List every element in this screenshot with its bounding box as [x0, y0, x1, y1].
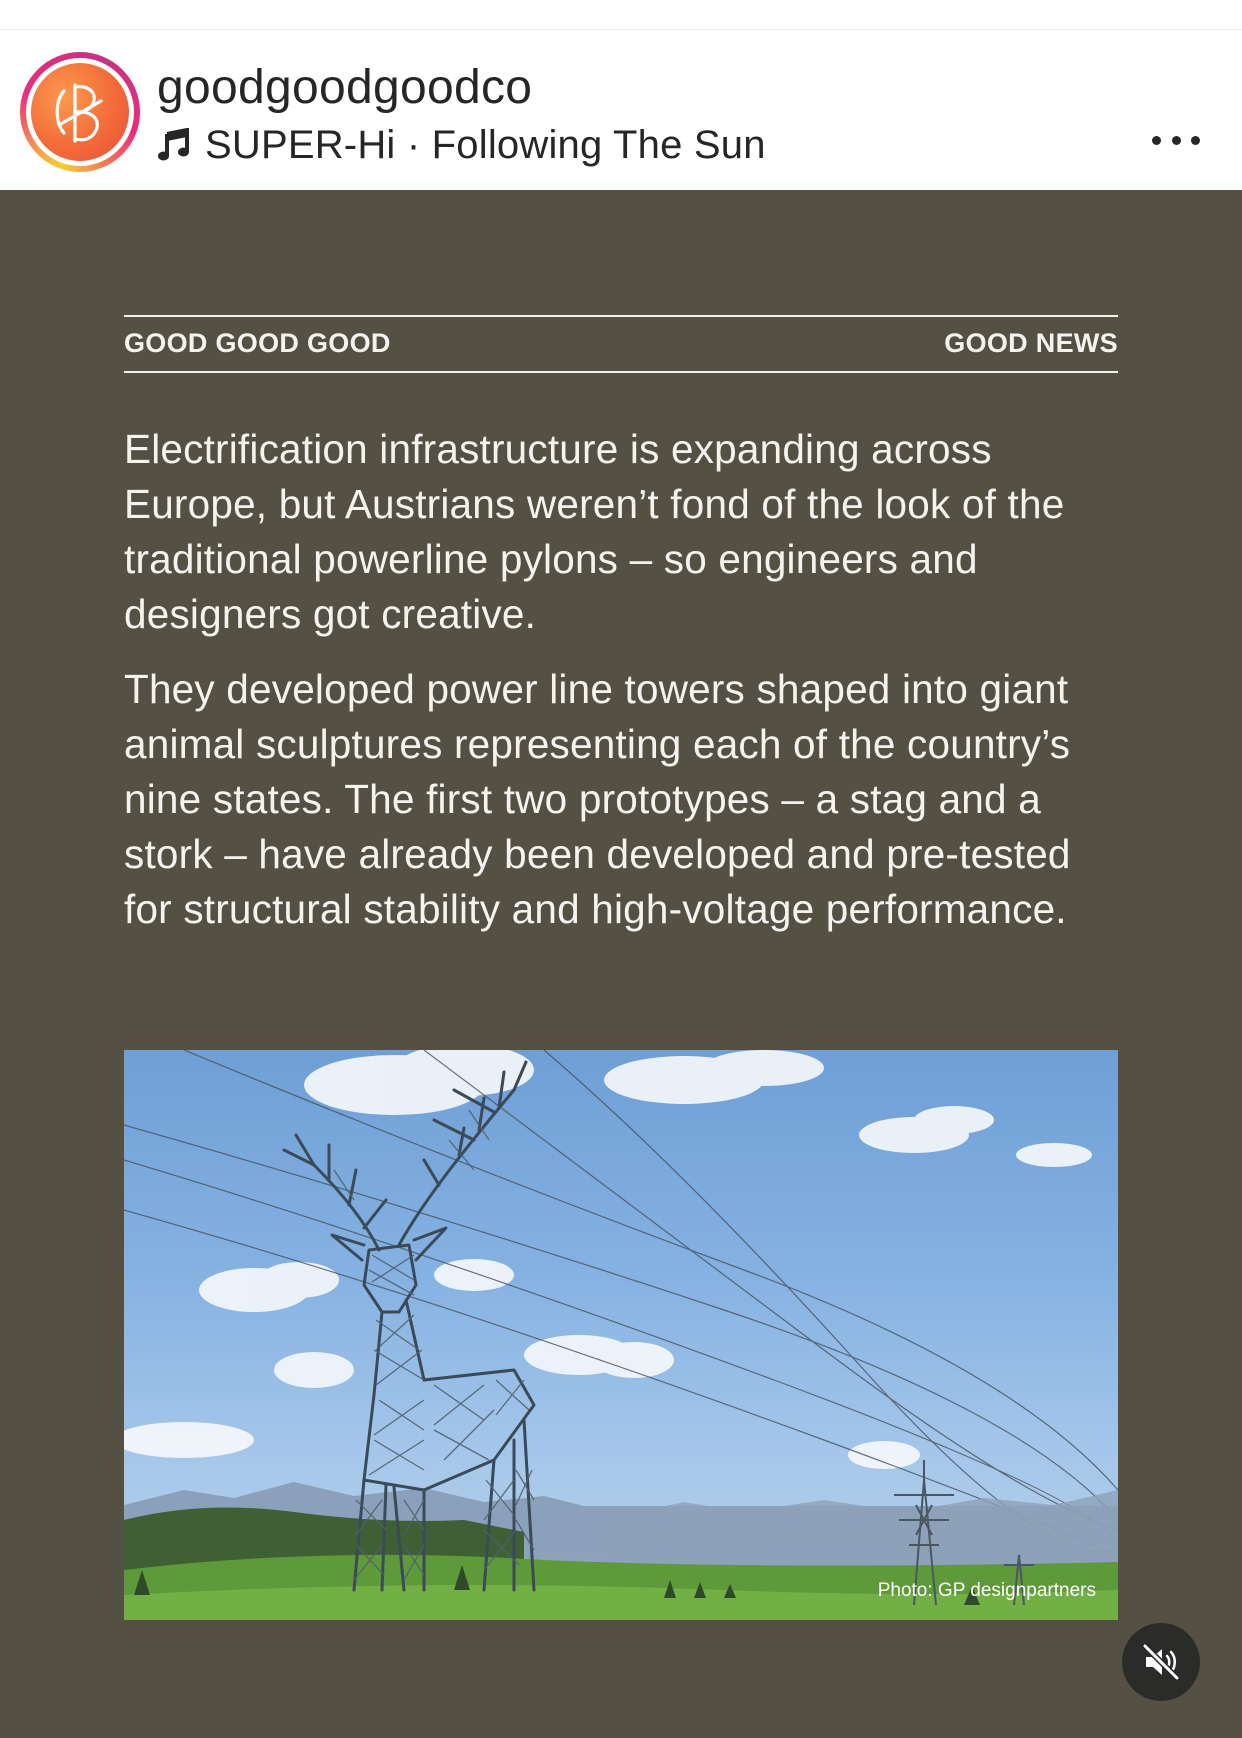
- paragraph: Electrification infrastructure is expanding across Europe, but Austrians weren’t fond of the look of the traditional powerline pylons – so engineers and designers got creative.: [124, 426, 1065, 637]
- stag-pylon-illustration: [124, 1050, 1118, 1620]
- speaker-muted-icon: [1141, 1642, 1181, 1682]
- post-header: [0, 30, 1242, 190]
- brand-logo-icon: [31, 63, 129, 161]
- masthead-brand: GOOD GOOD GOOD: [124, 328, 391, 358]
- audio-artist: SUPER-Hi: [205, 122, 396, 167]
- music-note-icon: [157, 128, 191, 162]
- audio-separator: ·: [395, 122, 432, 167]
- more-options-button[interactable]: [1146, 120, 1206, 160]
- article-text: [124, 422, 1124, 937]
- post-media[interactable]: [0, 190, 1242, 1738]
- paragraph: They developed power line towers shaped into giant animal sculptures representing each of the country’s nine states. The first two prototypes – a stag and a stork – have already been developed and pre-tested for structural stability and high-voltage performance.: [124, 666, 1071, 932]
- username[interactable]: goodgoodgoodco: [157, 61, 533, 114]
- photo-credit: Photo: GP designpartners: [877, 1580, 1096, 1601]
- avatar[interactable]: [31, 63, 129, 161]
- stag-pylon-photo: [124, 1050, 1118, 1620]
- audio-track: Following The Sun: [431, 122, 766, 167]
- story-ring[interactable]: [20, 52, 140, 172]
- more-options-icon: [1152, 136, 1161, 145]
- mute-toggle-button[interactable]: [1122, 1623, 1200, 1701]
- masthead-section: GOOD NEWS: [944, 328, 1118, 358]
- masthead: [124, 315, 1118, 373]
- status-strip: [0, 0, 1242, 30]
- audio-attribution[interactable]: [157, 120, 766, 170]
